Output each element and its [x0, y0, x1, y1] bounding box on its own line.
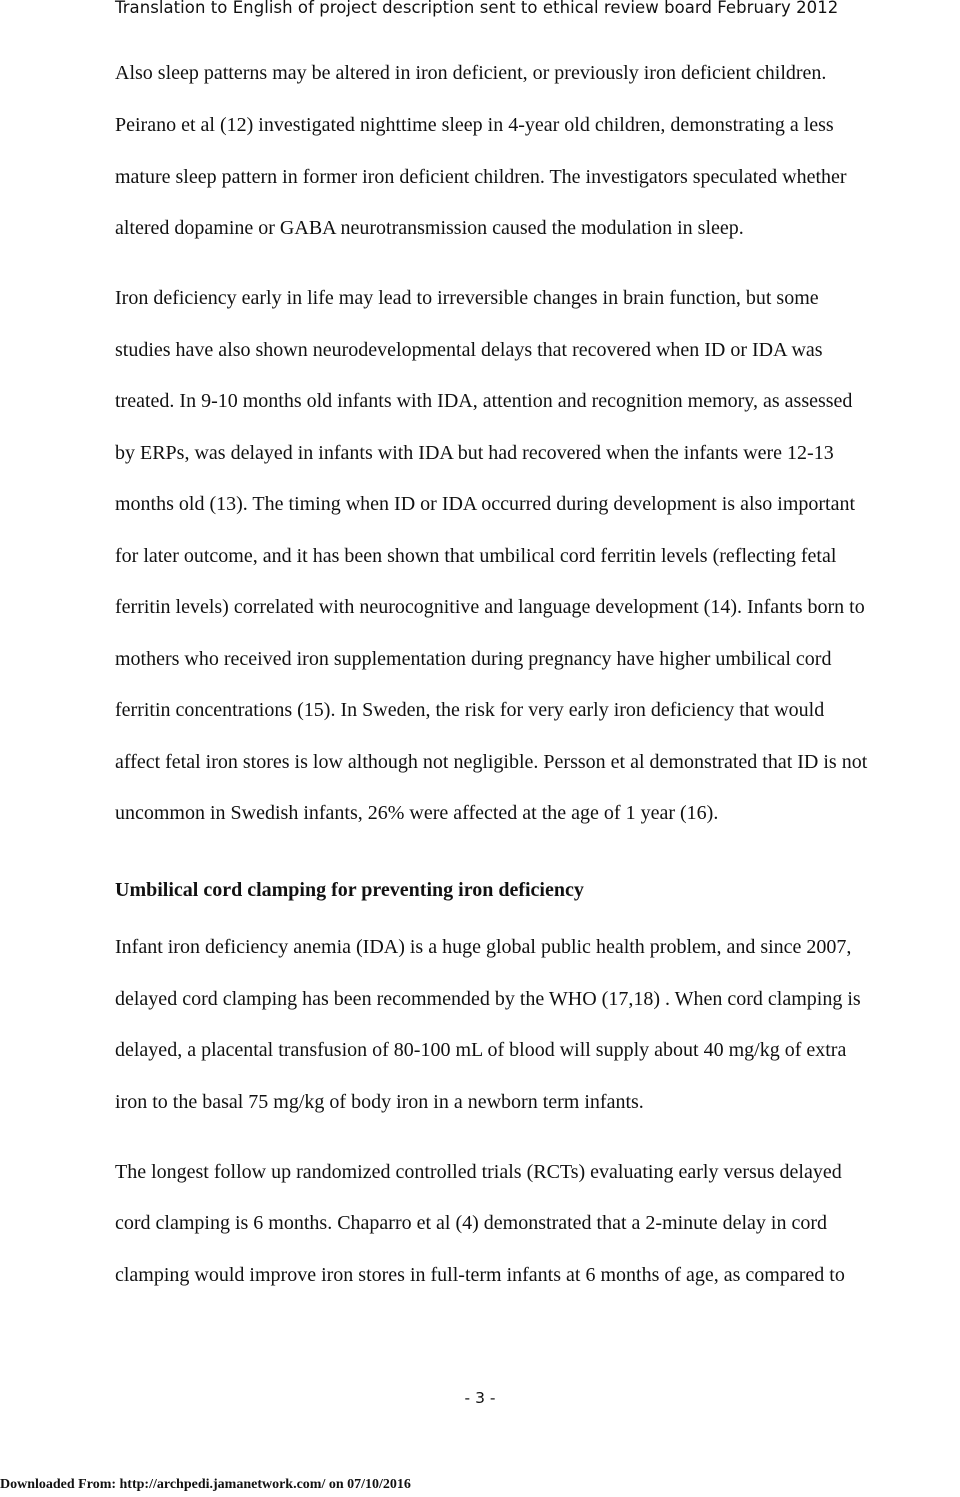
- body-line: cord clamping is 6 months. Chaparro et al (4) demonstrated that a 2-minute delay in cord: [115, 1212, 828, 1234]
- body-line: affect fetal iron stores is low although not negligible. Persson et al demonstrated that ID is not: [115, 751, 868, 773]
- body-line: mothers who received iron supplementation during pregnancy have higher umbilical cord: [115, 648, 832, 670]
- body-line: by ERPs, was delayed in infants with IDA but had recovered when the infants were 12-13: [115, 442, 834, 464]
- body-line: Peirano et al (12) investigated nighttime sleep in 4-year old children, demonstrating a less: [115, 114, 834, 136]
- body-line: for later outcome, and it has been shown that umbilical cord ferritin levels (reflecting fetal: [115, 545, 837, 567]
- body-line: The longest follow up randomized controlled trials (RCTs) evaluating early versus delayed: [115, 1161, 842, 1183]
- section-heading: Umbilical cord clamping for preventing iron deficiency: [115, 879, 584, 901]
- body-line: clamping would improve iron stores in full-term infants at 6 months of age, as compared to: [115, 1264, 845, 1286]
- body-line: Infant iron deficiency anemia (IDA) is a huge global public health problem, and since 2007,: [115, 936, 852, 958]
- body-line: altered dopamine or GABA neurotransmission caused the modulation in sleep.: [115, 217, 744, 239]
- body-line: iron to the basal 75 mg/kg of body iron in a newborn term infants.: [115, 1091, 644, 1113]
- download-footer: Downloaded From: http://archpedi.jamanetwork.com/ on 07/10/2016: [0, 1477, 411, 1492]
- body-line: Iron deficiency early in life may lead to irreversible changes in brain function, but some: [115, 287, 819, 309]
- body-line: mature sleep pattern in former iron deficient children. The investigators speculated whether: [115, 166, 847, 188]
- body-line: Also sleep patterns may be altered in iron deficient, or previously iron deficient children.: [115, 62, 827, 84]
- running-header: Translation to English of project description sent to ethical review board February 2012: [115, 0, 839, 17]
- body-line: ferritin levels) correlated with neurocognitive and language development (14). Infants born to: [115, 596, 865, 618]
- body-line: treated. In 9-10 months old infants with IDA, attention and recognition memory, as assessed: [115, 390, 853, 412]
- body-line: studies have also shown neurodevelopmental delays that recovered when ID or IDA was: [115, 339, 823, 361]
- body-line: uncommon in Swedish infants, 26% were affected at the age of 1 year (16).: [115, 802, 719, 824]
- body-line: ferritin concentrations (15). In Sweden, the risk for very early iron deficiency that would: [115, 699, 825, 721]
- page-number: - 3 -: [464, 1389, 496, 1407]
- body-line: delayed, a placental transfusion of 80-100 mL of blood will supply about 40 mg/kg of extra: [115, 1039, 847, 1061]
- body-line: months old (13). The timing when ID or IDA occurred during development is also important: [115, 493, 856, 515]
- body-line: delayed cord clamping has been recommended by the WHO (17,18) . When cord clamping is: [115, 988, 861, 1010]
